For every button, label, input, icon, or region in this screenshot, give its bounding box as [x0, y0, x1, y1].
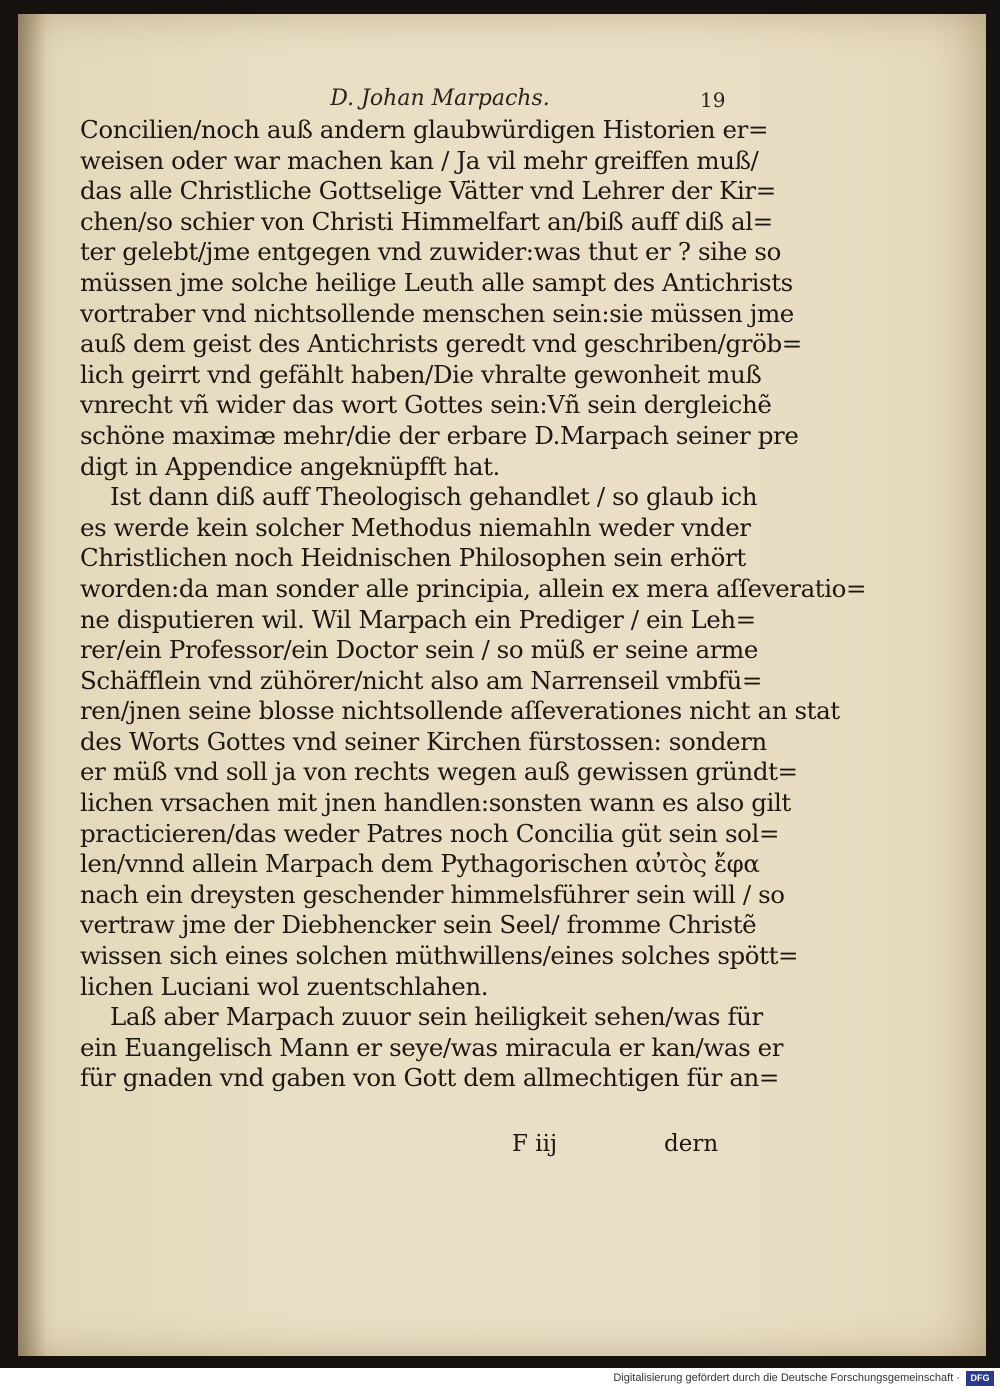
- text-line: es werde kein solcher Methodus niemahln weder vnder: [80, 512, 751, 542]
- text-line: müssen jme solche heilige Leuth alle sampt des Antichrists: [80, 267, 793, 297]
- text-line: vortraber vnd nichtsollende menschen sein:sie müssen jme: [80, 298, 794, 328]
- text-line: vertraw jme der Diebhencker sein Seel/ fromme Christẽ: [80, 910, 757, 940]
- text-line: rer/ein Professor/ein Doctor sein / so müß er seine arme: [80, 635, 758, 665]
- footer-bar: [0, 1368, 1000, 1390]
- text-line: weisen oder war machen kan / Ja vil mehr greiffen muß/: [80, 145, 759, 175]
- text-line: ne disputieren wil. Wil Marpach ein Prediger / ein Leh=: [80, 604, 756, 634]
- text-line: chen/so schier von Christi Himmelfart an/biß auff diß al=: [80, 206, 773, 236]
- text-line: nach ein dreysten geschender himmelsführer sein will / so: [80, 879, 785, 909]
- text-line: Christlichen noch Heidnischen Philosophen sein erhört: [80, 543, 746, 573]
- funding-credit: Digitalisierung gefördert durch die Deutsche Forschungsgemeinschaft ·: [613, 1372, 960, 1384]
- text-line: Concilien/noch auß andern glaubwürdigen Historien er=: [80, 115, 769, 144]
- text-line: wissen sich eines solchen müthwillens/eines solches spött=: [80, 941, 799, 971]
- text-line: ren/jnen seine blosse nichtsollende aſſeverationes nicht an stat: [80, 696, 840, 726]
- text-line: Schäfflein vnd zühörer/nicht also am Narrenseil vmbfü=: [80, 665, 762, 695]
- text-line: worden:da man sonder alle principia, allein ex mera aſſeveratio=: [80, 573, 867, 603]
- running-head: D. Johan Marpachs.: [330, 86, 550, 111]
- main-text-block: [80, 115, 867, 1094]
- text-line: Laß aber Marpach zuuor sein heiligkeit sehen/was für: [110, 1002, 763, 1032]
- text-line: lichen Luciani wol zuentschlahen.: [80, 971, 489, 1001]
- text-line: vnrecht vñ wider das wort Gottes sein:Vñ sein dergleichẽ: [80, 390, 772, 420]
- page-gutter-shadow: [18, 14, 46, 1356]
- text-line: digt in Appendice angeknüpfft hat.: [80, 451, 500, 481]
- text-line: practicieren/das weder Patres noch Concilia güt sein sol=: [80, 818, 780, 848]
- text-line: ein Euangelisch Mann er seye/was miracula er kan/was er: [80, 1032, 784, 1062]
- text-line: er müß vnd soll ja von rechts wegen auß gewissen gründt=: [80, 757, 798, 787]
- catchword: dern: [664, 1131, 719, 1157]
- folio-number: 19: [700, 88, 726, 112]
- text-line: des Worts Gottes vnd seiner Kirchen fürstossen: sondern: [80, 726, 767, 756]
- text-line: Ist dann diß auff Theologisch gehandlet / so glaub ich: [110, 482, 758, 512]
- text-line: len/vnnd allein Marpach dem Pythagorischen αὐτὸς ἔφα: [80, 849, 760, 879]
- dfg-logo: DFG: [966, 1371, 994, 1386]
- text-line: lichen vrsachen mit jnen handlen:sonsten wann es also gilt: [80, 788, 791, 818]
- text-line: lich geirrt vnd gefählt haben/Die vhralte gewonheit muß: [80, 359, 762, 389]
- signature-mark: F iij: [512, 1131, 558, 1157]
- text-line: das alle Christliche Gottselige Vätter vnd Lehrer der Kir=: [80, 176, 776, 206]
- text-line: ter gelebt/jme entgegen vnd zuwider:was thut er ? sihe so: [80, 237, 781, 267]
- text-line: für gnaden vnd gaben von Gott dem allmechtigen für an=: [80, 1063, 780, 1093]
- text-line: auß dem geist des Antichrists geredt vnd geschriben/gröb=: [80, 329, 802, 359]
- text-line: schöne maximæ mehr/die der erbare D.Marpach seiner pre: [80, 420, 799, 450]
